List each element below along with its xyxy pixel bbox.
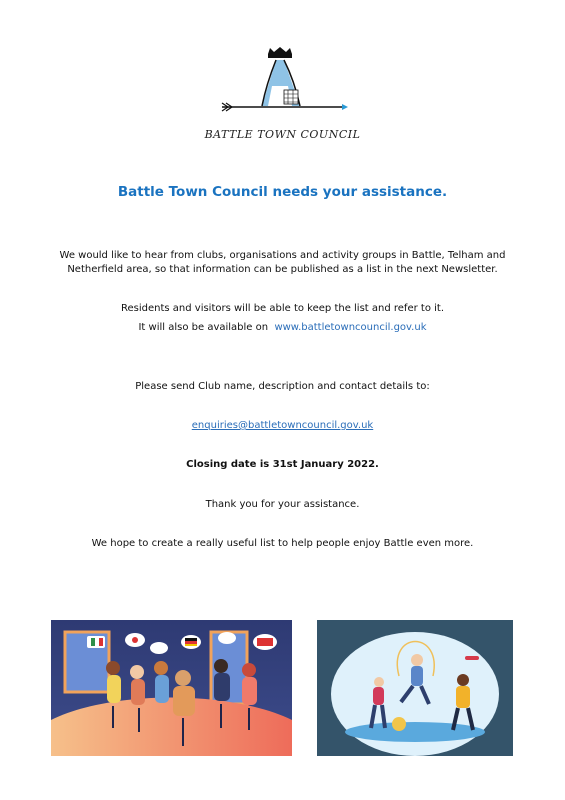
council-logo xyxy=(218,46,348,116)
hope-text: We hope to create a really useful list to help people enjoy Battle even more. xyxy=(91,538,474,549)
logo-text: BATTLE TOWN COUNCIL xyxy=(204,128,361,141)
available-text: It will also be available on xyxy=(138,322,269,333)
website-link[interactable]: www.battletowncouncil.gov.uk xyxy=(274,322,427,333)
email-line xyxy=(0,419,565,433)
website-line xyxy=(0,321,565,335)
crown-icon xyxy=(268,47,292,58)
intro-paragraph: We would like to hear from clubs, organisations and activity groups in Battle, Telham and Netherfield area, so that information can be published as a list in the next Newsletter. xyxy=(59,250,506,275)
residents-text: Residents and visitors will be able to keep the list and refer to it. xyxy=(121,303,444,314)
thanks-text: Thank you for your assistance. xyxy=(205,499,360,510)
page-title: Battle Town Council needs your assistance. xyxy=(117,184,448,200)
send-details-text: Please send Club name, description and contact details to: xyxy=(135,381,430,392)
ball-icon xyxy=(392,717,406,731)
exercise-illustration xyxy=(317,620,513,756)
group-discussion-illustration xyxy=(51,620,292,756)
email-link[interactable]: enquiries@battletowncouncil.gov.uk xyxy=(191,420,374,431)
closing-date: Closing date is 31st January 2022. xyxy=(186,459,379,470)
